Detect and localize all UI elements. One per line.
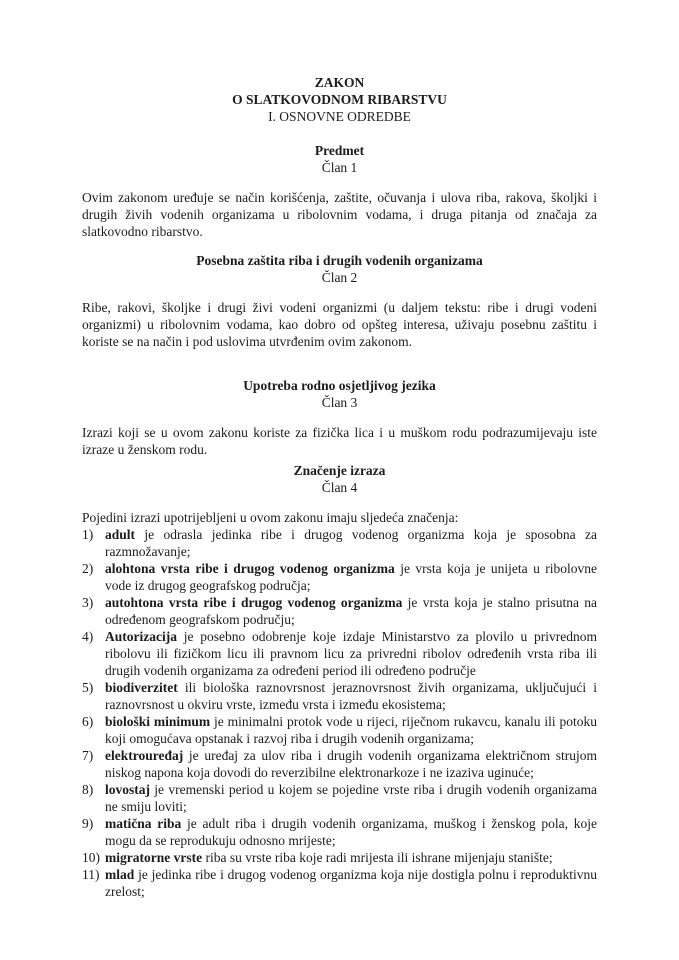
definition-item: 7) elektrouređaj je uređaj za ulov riba i drugih vodenih organizama električnom strujom niskog napona koja dovodi do reverzibilne elektronarkoze i ne izaziva uginuće; (82, 748, 597, 780)
section-rodno-osjetljivi-jezik (82, 377, 597, 458)
definition-number: 1) (82, 527, 94, 542)
section-title: Upotreba rodno osjetljivog jezika (243, 378, 436, 393)
definition-term: lovostaj (105, 782, 150, 797)
definition-item: 11) mlad je jedinka ribe i drugog vodenog organizma koja nije dostigla polnu i reproduktivnu zrelost; (82, 867, 597, 899)
definition-term: elektrouređaj (105, 748, 184, 763)
definition-term: autohtona vrsta ribe i drugog vodenog organizma (105, 595, 403, 610)
definition-item: 1) adult je odrasla jedinka ribe i drugog vodenog organizma koja je sposobna za razmnožavanje; (82, 527, 597, 559)
document-title-line2: O SLATKOVODNOM RIBARSTVU (232, 92, 447, 107)
document-title-line1: ZAKON (314, 75, 365, 90)
definition-term: adult (105, 527, 136, 542)
definition-number: 9) (82, 816, 94, 831)
document-header (82, 74, 597, 125)
definition-number: 10) (82, 850, 100, 865)
definition-number: 3) (82, 595, 94, 610)
definition-item: 2) alohtona vrsta ribe i drugog vodenog organizma je vrsta koja je unijeta u ribolovne vode iz drugog geografskog područja; (82, 561, 597, 593)
section-predmet (82, 142, 597, 240)
definition-number: 8) (82, 782, 94, 797)
definitions-list (82, 526, 597, 900)
article-number: Član 2 (321, 270, 358, 285)
definition-item: 6) biološki minimum je minimalni protok vode u rijeci, riječnom rukavcu, kanalu ili potoku koji omogućava opstanak i razvoj riba i drugih vodenih organizama; (82, 714, 597, 746)
definition-item: 5) biodiverzitet ili biološka raznovrsnost jeraznovrsnost živih organizama, uključujući i raznovrsnost u okviru vrste, između vrsta i između ekosistema; (82, 680, 597, 712)
definition-number: 4) (82, 629, 94, 644)
definition-number: 6) (82, 714, 94, 729)
definition-term: matična riba (105, 816, 182, 831)
definition-number: 2) (82, 561, 94, 576)
definition-term: alohtona vrsta ribe i drugog vodenog organizma (105, 561, 395, 576)
definition-item: 10) migratorne vrste riba su vrste riba koje radi mrijesta ili ishrane mijenjaju stanište; (82, 850, 553, 865)
definition-item: 4) Autorizacija je posebno odobrenje koje izdaje Ministarstvo za plovilo u privrednom ribolovu ili fizičkom licu ili pravnom licu za privredni ribolov određenih vrsta riba ili drugih vodenih organizama za određeni period ili određeno područje (82, 629, 597, 678)
definition-item: 3) autohtona vrsta ribe i drugog vodenog organizma je vrsta koja je stalno prisutna na određenom geografskom području; (82, 595, 597, 627)
section-posebna-zastita (82, 252, 597, 350)
definition-term: migratorne vrste (105, 850, 203, 865)
section-znacenje-izraza (82, 462, 597, 526)
section-title: Značenje izraza (293, 463, 386, 478)
definition-term: Autorizacija (105, 629, 177, 644)
chapter-heading: I. OSNOVNE ODREDBE (268, 109, 411, 124)
definition-term: mlad (105, 867, 135, 882)
section-title: Posebna zaštita riba i drugih vodenih organizama (196, 253, 483, 268)
article-number: Član 3 (321, 395, 358, 410)
definition-term: biološki minimum (105, 714, 211, 729)
paragraph: Ribe, rakovi, školjke i drugi živi vodeni organizmi (u daljem tekstu: ribe i drugi vodeni organizmi) u ribolovnim vodama, kao dobro od opšteg interesa, uživaju posebnu zaštitu i koriste se na način i pod uslovima utvrđenim ovim zakonom. (82, 300, 597, 349)
definition-number: 5) (82, 680, 94, 695)
article-number: Član 1 (321, 160, 358, 175)
definition-item: 8) lovostaj je vremenski period u kojem se pojedine vrste riba i drugih vodenih organizama ne smiju loviti; (82, 782, 597, 814)
paragraph: Pojedini izrazi upotrijebljeni u ovom zakonu imaju sljedeća značenja: (82, 510, 459, 525)
definition-term: biodiverzitet (105, 680, 178, 695)
section-title: Predmet (314, 143, 365, 158)
definition-item: 9) matična riba je adult riba i drugih vodenih organizama, muškog i ženskog pola, koje mogu da se reprodukuju odnosno mrijeste; (82, 816, 597, 848)
definition-number: 7) (82, 748, 94, 763)
definition-number: 11) (82, 867, 100, 882)
paragraph: Ovim zakonom uređuje se način korišćenja, zaštite, očuvanja i ulova riba, rakova, školjki i drugih živih vodenih organizama u ribolovnim vodama, i druga pitanja od značaja za slatkovodno ribarstvo. (82, 190, 597, 239)
article-number: Član 4 (321, 480, 358, 495)
paragraph: Izrazi koji se u ovom zakonu koriste za fizička lica i u muškom rodu podrazumijevaju iste izraze u ženskom rodu. (82, 425, 597, 457)
